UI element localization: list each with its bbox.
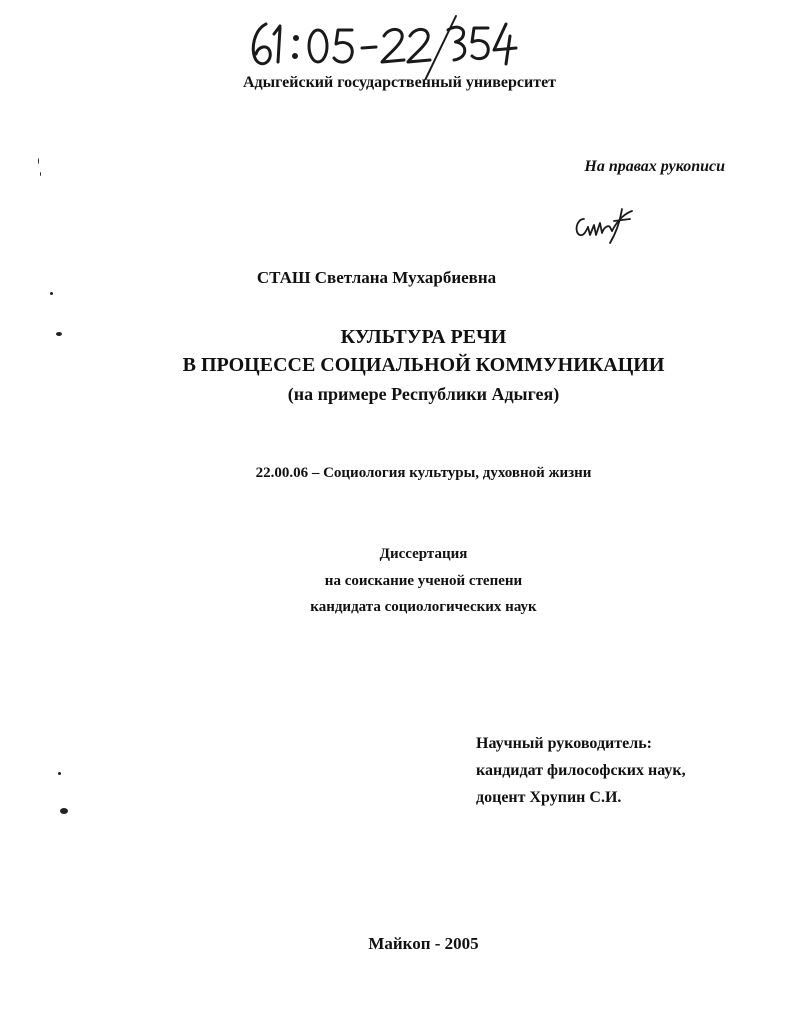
author-name: СТАШ Светлана Мухарбиевна	[256, 268, 497, 287]
dissertation-title-line-1: КУЛЬТУРА РЕЧИ	[340, 326, 507, 348]
scan-speck	[58, 772, 61, 775]
degree-line-3: кандидата социологических наук	[310, 599, 537, 615]
supervisor-degree: кандидат философских наук,	[476, 762, 686, 779]
scan-speck	[38, 158, 39, 164]
degree-line-1: Диссертация	[379, 546, 468, 562]
dissertation-title-line-2: В ПРОЦЕССЕ СОЦИАЛЬНОЙ КОММУНИКАЦИИ	[182, 354, 665, 376]
dissertation-title-line-3: (на примере Республики Адыгея)	[287, 384, 560, 404]
degree-line-2: на соискание ученой степени	[324, 573, 523, 589]
manuscript-rights-label: На правах рукописи	[584, 158, 725, 175]
place-and-year: Майкоп - 2005	[368, 934, 479, 953]
scan-speck	[50, 292, 53, 295]
university-name: Адыгейский государственный университет	[242, 74, 557, 91]
handwritten-archive-number	[244, 10, 524, 80]
supervisor-name: доцент Хрупин С.И.	[476, 789, 622, 806]
author-signature	[570, 205, 640, 245]
scan-speck	[56, 332, 62, 336]
scan-speck	[40, 172, 41, 176]
supervisor-label: Научный руководитель:	[476, 735, 652, 752]
specialty-code: 22.00.06 – Социология культуры, духовной жизни	[255, 465, 592, 481]
scan-speck	[60, 808, 68, 814]
